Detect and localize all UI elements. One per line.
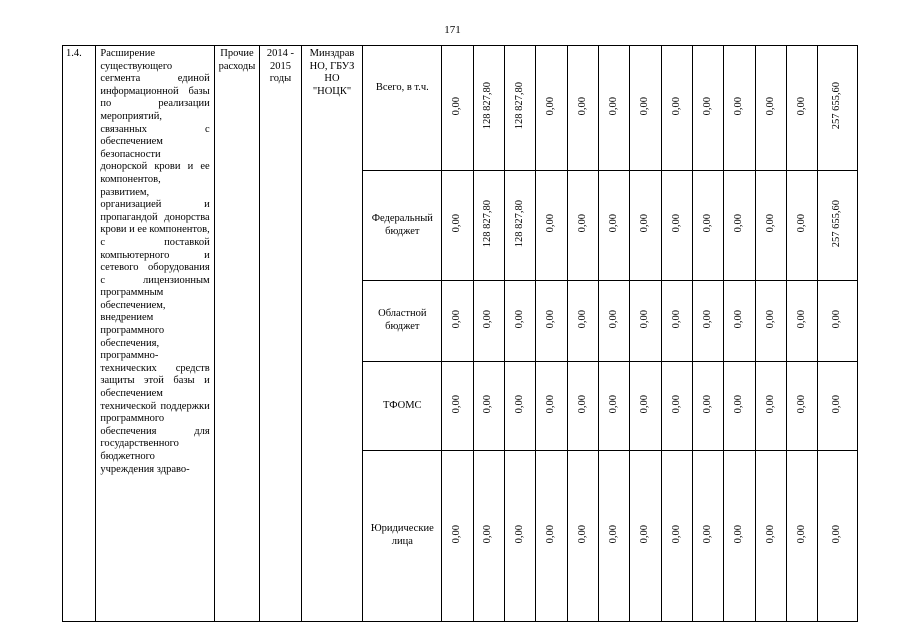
- value-cell: 0,00: [598, 171, 629, 281]
- value-cell: 0,00: [598, 362, 629, 451]
- item-description: Расширение существующего сегмента единой информационной базы по реализации мероприятий, связанных с обеспечением безопасности донорской крови и ее компонентов, развитием, организацией и пропагандой донорства крови и ее компонентов, с поставкой компьютерного и сетевого оборудования с лицензионным программным обеспечением, внедрением программного обеспечения, программно-технических средств защиты этой базы и обеспечением технической поддержки программного обеспечения для государственного бюджетного учреждения здраво-: [96, 46, 214, 622]
- value-cell: 0,00: [442, 281, 473, 362]
- value-cell: 0,00: [787, 451, 818, 622]
- value-cell: 0,00: [567, 46, 598, 171]
- value-cell: 0,00: [536, 171, 567, 281]
- value-cell: 0,00: [693, 281, 724, 362]
- funding-source: Всего, в т.ч.: [363, 46, 442, 171]
- value-cell: 0,00: [787, 281, 818, 362]
- value-cell: 0,00: [755, 362, 786, 451]
- value-cell: 0,00: [724, 281, 755, 362]
- value-cell: 0,00: [755, 171, 786, 281]
- value-cell: 0,00: [442, 362, 473, 451]
- value-cell: 0,00: [567, 362, 598, 451]
- value-cell: 0,00: [442, 171, 473, 281]
- value-cell: 0,00: [536, 362, 567, 451]
- total-cell: 0,00: [818, 451, 858, 622]
- value-cell: 0,00: [724, 171, 755, 281]
- value-cell: 128 827,80: [473, 46, 504, 171]
- value-cell: 0,00: [630, 281, 661, 362]
- item-number: 1.4.: [63, 46, 96, 622]
- period: 2014 - 2015 годы: [260, 46, 301, 622]
- value-cell: 0,00: [504, 362, 535, 451]
- value-cell: 0,00: [693, 171, 724, 281]
- value-cell: 0,00: [693, 362, 724, 451]
- value-cell: 0,00: [693, 451, 724, 622]
- value-cell: 0,00: [755, 46, 786, 171]
- page-number: 171: [444, 24, 461, 36]
- value-cell: 0,00: [567, 281, 598, 362]
- table-row: [63, 46, 858, 171]
- value-cell: 0,00: [598, 451, 629, 622]
- funding-source: ТФОМС: [363, 362, 442, 451]
- value-cell: 0,00: [755, 281, 786, 362]
- value-cell: 0,00: [630, 171, 661, 281]
- total-cell: 257 655,60: [818, 171, 858, 281]
- value-cell: 0,00: [661, 281, 692, 362]
- value-cell: 0,00: [442, 451, 473, 622]
- total-cell: 257 655,60: [818, 46, 858, 171]
- value-cell: 0,00: [630, 46, 661, 171]
- value-cell: 0,00: [536, 451, 567, 622]
- value-cell: 0,00: [724, 451, 755, 622]
- total-cell: 0,00: [818, 281, 858, 362]
- value-cell: 0,00: [693, 46, 724, 171]
- funding-source: Юридические лица: [363, 451, 442, 622]
- total-cell: 0,00: [818, 362, 858, 451]
- value-cell: 0,00: [473, 362, 504, 451]
- value-cell: 0,00: [724, 362, 755, 451]
- budget-table: [62, 45, 858, 622]
- value-cell: 0,00: [630, 362, 661, 451]
- funding-source: Федеральный бюджет: [363, 171, 442, 281]
- value-cell: 128 827,80: [473, 171, 504, 281]
- value-cell: 0,00: [536, 46, 567, 171]
- expense-type: Прочие расходы: [214, 46, 260, 622]
- value-cell: 0,00: [598, 46, 629, 171]
- value-cell: 0,00: [661, 451, 692, 622]
- value-cell: 0,00: [473, 281, 504, 362]
- value-cell: 0,00: [787, 46, 818, 171]
- value-cell: 0,00: [787, 362, 818, 451]
- value-cell: 0,00: [536, 281, 567, 362]
- value-cell: 128 827,80: [504, 46, 535, 171]
- value-cell: 0,00: [661, 171, 692, 281]
- value-cell: 128 827,80: [504, 171, 535, 281]
- value-cell: 0,00: [567, 171, 598, 281]
- funding-source: Областной бюджет: [363, 281, 442, 362]
- value-cell: 0,00: [567, 451, 598, 622]
- value-cell: 0,00: [473, 451, 504, 622]
- value-cell: 0,00: [598, 281, 629, 362]
- value-cell: 0,00: [504, 451, 535, 622]
- executor: Минздрав НО, ГБУЗ НО "НОЦК": [301, 46, 363, 622]
- value-cell: 0,00: [755, 451, 786, 622]
- value-cell: 0,00: [661, 46, 692, 171]
- value-cell: 0,00: [724, 46, 755, 171]
- value-cell: 0,00: [661, 362, 692, 451]
- value-cell: 0,00: [442, 46, 473, 171]
- value-cell: 0,00: [504, 281, 535, 362]
- value-cell: 0,00: [630, 451, 661, 622]
- value-cell: 0,00: [787, 171, 818, 281]
